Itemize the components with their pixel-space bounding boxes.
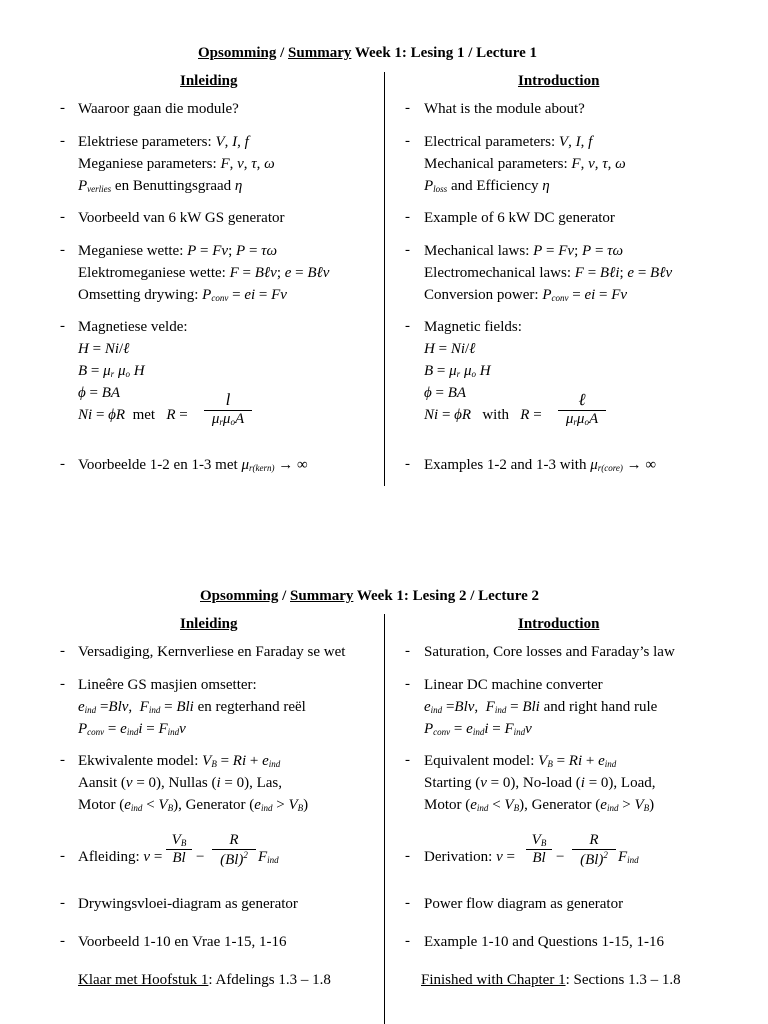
bullet: - [60,676,65,692]
list-item: Mechanical parameters: F, v, τ, ω [424,156,626,172]
list-item: Electrical parameters: V, I, f [424,134,593,150]
list-item: Ekwivalente model: $V_B = Ri + e_{ind}$ [78,753,281,769]
list-item: Motor $(e_{ind} < V_B)$, Generator $(e_{ind} > V_B)$ [424,797,655,813]
list-item: Electromechanical laws: F = Bℓi; e = Bℓv [424,265,673,281]
section1-title-sep: / [276,45,289,61]
list-item: Examples 1-2 and 1-3 with $\mu_{r(core)}$ → ∞ [424,457,657,473]
bullet: - [60,848,65,864]
vb-bl-fraction: $V_B$ Bl [166,832,192,867]
footer-chapter-link: Klaar met Hoofstuk 1 [78,972,209,988]
list-item: Aansit (v = 0), Nullas (i = 0), Las, [78,775,283,791]
bullet: - [60,933,65,949]
bullet: - [405,848,410,864]
r-bl2-fraction: R $(Bl)^2$ [572,832,616,869]
list-item [78,641,345,663]
list-item [424,641,675,663]
list-item: Derivation: v = [424,849,515,865]
item-text: Versadiging, Kernverliese en Faraday se wet [78,644,346,660]
list-item: Ni = ϕR met R = [78,407,188,423]
item-text: Example of 6 kW DC generator [424,210,615,226]
list-item: Elektromeganiese wette: F = Bℓv; e = Bℓv [78,265,330,281]
list-item: Linear DC machine converter [424,677,603,693]
list-item: Elektriese parameters: V, I, f [78,134,249,150]
section1-title [198,45,537,62]
list-item: Voorbeelde 1-2 en 1-3 met $\mu_{r(kern)}$ → ∞ [78,457,308,473]
list-item: Meganiese wette: P = Fv; P = τω [78,243,278,259]
section2-title [200,588,539,605]
bullet: - [60,209,65,225]
list-item [424,893,623,915]
list-item: Magnetic fields: [424,319,522,335]
footer-sections: : Sections 1.3 – 1.8 [565,972,681,988]
section2-title-sep: / [278,588,291,604]
list-item: $P_{conv} = e_{ind}i = F_{ind}v$ [424,721,532,737]
bullet: - [60,895,65,911]
list-item: Meganiese parameters: F, v, τ, ω [78,156,275,172]
list-item: Starting (v = 0), No-load (i = 0), Load, [424,775,656,791]
footer-chapter-link: Finished with Chapter 1 [421,972,566,988]
item-text: What is the module about? [424,101,585,117]
section2-title-part2: Summary [290,588,354,604]
item-text: Voorbeeld 1-10 en Vrae 1-15, 1-16 [78,934,287,950]
bullet: - [405,933,410,949]
bullet: - [60,752,65,768]
list-item [78,98,239,120]
list-item: $F_{ind}$ [258,849,279,865]
list-item: Omsetting drywing: $P_{conv}$ = ei = Fv [78,287,287,303]
vb-bl-fraction: $V_B$ Bl [526,832,552,867]
section2-title-rest: Week 1: Lesing 2 / Lecture 2 [353,588,540,604]
section2-title-part1: Opsomming [200,588,279,604]
list-item: $B = \mu_r$ $\mu_o$ H [78,363,145,379]
list-item: $P_{conv} = e_{ind}i = F_{ind}v$ [78,721,186,737]
section1-title-part2: Summary [288,45,352,61]
bullet: - [60,100,65,116]
list-item [78,931,287,953]
list-item: Conversion power: $P_{conv}$ = ei = Fv [424,287,628,303]
footer-sections: : Afdelings 1.3 – 1.8 [208,972,331,988]
bullet: - [60,456,65,472]
item-text: Saturation, Core losses and Faraday’s law [424,644,675,660]
list-item [424,98,585,120]
bullet: - [405,752,410,768]
list-item: H = Ni/ℓ [424,341,476,357]
bullet: - [60,643,65,659]
bullet: - [405,676,410,692]
list-item: Equivalent model: $V_B = Ri + e_{ind}$ [424,753,617,769]
section1-right-header: Introduction [518,73,600,89]
bullet: - [60,133,65,149]
list-item: $P_{verlies}$ en Benuttingsgraad η [78,178,243,194]
list-item: Motor $(e_{ind} < V_B)$, Generator $(e_{ind} > V_B)$ [78,797,309,813]
list-item: $P_{loss}$ and Efficiency η [424,178,550,194]
bullet: - [405,318,410,334]
item-text: Power flow diagram as generator [424,896,624,912]
item-text: Drywingsvloei-diagram as generator [78,896,298,912]
list-item [78,207,284,229]
list-item: $B = \mu_r$ $\mu_o$ H [424,363,491,379]
section1-title-rest: Week 1: Lesing 1 / Lecture 1 [351,45,538,61]
section2-right-footer [421,969,681,991]
bullet: - [60,242,65,258]
section2-right-header: Introduction [518,616,600,632]
bullet: - [405,456,410,472]
list-item: $e_{ind} =Blv$, $F_{ind}$ = Bli en regterhand reël [78,699,306,715]
section2-column-divider [384,614,385,1024]
list-item: ϕ = BA [78,385,121,401]
minus-sign: − [196,849,205,865]
bullet: - [405,100,410,116]
list-item: Ni = ϕR with R = [424,407,542,423]
reluctance-fraction: ℓ $\mu_r\mu_oA$ [558,390,606,428]
bullet: - [405,643,410,659]
list-item [424,207,615,229]
list-item: $e_{ind} =Blv$, $F_{ind}$ = Bli and right hand rule [424,699,658,715]
bullet: - [405,209,410,225]
list-item: ϕ = BA [424,385,467,401]
section1-title-part1: Opsomming [198,45,277,61]
list-item [424,931,664,953]
r-bl2-fraction: R $(Bl)^2$ [212,832,256,869]
list-item: Mechanical laws: P = Fv; P = τω [424,243,624,259]
bullet: - [60,318,65,334]
section1-column-divider [384,72,385,486]
list-item: Magnetiese velde: [78,319,188,335]
bullet: - [405,895,410,911]
minus-sign: − [556,849,565,865]
list-item: H = Ni/ℓ [78,341,130,357]
item-text: Waaroor gaan die module? [78,101,239,117]
list-item: Afleiding: v = [78,849,163,865]
bullet: - [405,242,410,258]
reluctance-fraction: l $\mu_r\mu_oA$ [204,390,252,428]
list-item: $F_{ind}$ [618,849,639,865]
section2-left-footer [78,969,331,991]
list-item [78,893,298,915]
item-text: Example 1-10 and Questions 1-15, 1-16 [424,934,664,950]
bullet: - [405,133,410,149]
list-item: Lineêre GS masjien omsetter: [78,677,257,693]
section1-left-header: Inleiding [180,73,238,89]
section2-left-header: Inleiding [180,616,238,632]
item-text: Voorbeeld van 6 kW GS generator [78,210,285,226]
